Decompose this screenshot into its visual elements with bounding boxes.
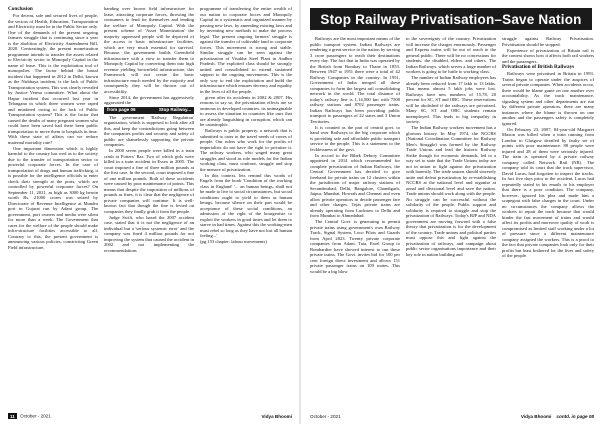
article-title: Stop Railway Privatisation–Save Nation: [320, 11, 582, 27]
paragraph: to the sovereignty of the country. Privatization will increase the charges enormously. Passenger and Express trains will be out of reach to the general public. There will be no concessions for students, the disabled, elders, and others. The Indian Railways, which serves a large number of workers is going to be futile to working class.: [406, 36, 496, 74]
paragraph: For decent, safe and secured lives of people, the sectors of Health, Education, Transportation and Electricity must be in the Public Sector only. One of the demands of the present ongoing farmers struggle that is continuing since a year is the abolition of Electricity Amendment Bill, 2020. Contrastingly, the present monetization programme intends to transfer the assets related to Electricity sector to Monopoly Capital in the name of lease. This is the exploitation tool of monopolies. The factor behind the brutal incident that happened in 2012 in Delhi, known as the Nirbhaya incident, is the lack of Public Transportation system. This was clearly revealed by Justice Verma committee. What about the Hapur incident that occurred last year in Telangana in which three women were raped and murdered owing to the lack of Public Transportation system? This is the factor that caused the deaths of many pregnant women who could have been saved had there been public transportation to move them to hospitals in time. With these state of affairs can we reduce maternal mortality rate?: [8, 13, 98, 145]
continued-note: contd. in page 08: [556, 413, 594, 419]
continuation-banner: [104, 107, 194, 114]
right-footer: [310, 412, 594, 420]
paragraph: Since 2014, the government has aggressively aggravated the: [104, 94, 194, 106]
magazine-name: Vidya Bhoomi: [261, 413, 292, 419]
from-page-label: from page 06: [107, 107, 136, 113]
paragraph: In accord to the Bibek Debroy Committee appointed in 2014 which recommended for complete privatization of Indian Railways, the Central Government has decided to give freehand for private trains on 12 clusters within the jurisdiction of major railway stations of Secunderabad, Delhi, Bangalore, Chandigarh, Jaipur, Mumbai, Howrah and Chennai and even allow private operators to decide passenger fare and other charges. Tejas private trains are already operating from Lucknow to Delhi and from Mumbai to Ahmedabad.: [310, 152, 400, 219]
issue-date: October - 2021: [310, 413, 341, 419]
right-column-3: [502, 36, 594, 259]
paragraph: The government 'Railway Regulation' organisation, which is supposed to look after all this, and keep the contradictions going between the companies profits and security and safety of public are shamelessly supporting the private companies.: [104, 114, 194, 148]
paragraph: Experience of privatization of Britain rail is the context shows how it affects both rail workers and the passengers.: [502, 47, 594, 64]
magazine-name: Vidya Bhoomi: [520, 413, 552, 419]
paragraph: In 2000 seven people were killed in a train crash at Potters' Bar. Two of which girls were killed in a train accident in Essex in 2005. The court imposed a fine of three million pounds at the first case. In the second, court imposed a fine of one million pounds. Both of these accidents were caused by poor maintenance of points. This means that despite the imposition of millions of pounds as fines, it is clear that the negligence of private companies will continue. It is well-known fact that though the fine is levied on companies they finally grab it from the people.: [104, 148, 194, 214]
paragraph: One important dimension which is highly harmful to the country has wed as to the society due to the transfer of transportation sector to powerful corporate forces. In the case of transportation of drugs and human trafficking, it is possible for the intelligence officials to enter check their strength at the ports, which are controlled by powerful corporate forces? On September 11, 2021, as high as 3000 kg heroin worth Rs. 21000 crores was seized by Directorate of Revenue Intelligence at Mundra port in Gujarat run by Adani group. The government, port owners and media were silent for more than a week. The Government that cares for the welfare of the people should make infra-structure facilities accessible to all. Contrary to this, the present government is announcing various policies, constricting Green Field infrastructure,: [8, 145, 98, 250]
left-column-2: [104, 6, 194, 254]
paragraph: The Indian Railway workers movement has a glorious history. In May 1974, the NCCRS (National Coordination Committee for Railway Men's Struggle) was formed by the Railway Trade Unions and lead the historic Railway Strike though for economic demands, led to a way set to state that the Trade Unions today are not in union to fight against the privatization with honestly. The trade unions should sincerely unite and defeat privatization by re-establishing NCCRS at the national level and organise at zonal and divisional level and save the nation. Trade unions should work along with the people. No struggle can be successful without the solidarity of the people. Public support and solidarity is required to struggle and stop the privatization of Railways. Today's BJP and NDA government are moving forward with a false theory that privatization is for the development of the country. Trade unions and political parties must oppose this and fight against the privatization of railways, and campaign about public sector organisations importance and their key role in nation building and: [406, 125, 496, 257]
paragraph: handing over brown field infrastructure for lease, attracting corporate forces, throwing the consumers to fend for themselves and tending the welfare of Monopoly Capital. With the present scheme of 'Asset Monetization' the majority oppressed people will be deprived of the access to basic infrastructure facilities, which are very much essential for survival. Because, the government builds Greenfield infrastructure with a view to transfer them to Monopoly Capital by converting them into high revenue yielding brownfield infrastructure, this Framework will not create the basic infrastructure much needed by the majority and consequently they will be thrown out of accessibility.: [104, 6, 194, 94]
paragraph: Railways were privatised in Britain in 1993. Trains began to operate under the auspices of several private companies. When accidents occur, there would be blame game on one another over accountability. As the track maintenance, signaling system and other departments are run by different private operators, there are many instances where the blame is thrown on one another and the passengers safety is completely ignored.: [502, 71, 594, 126]
left-column-3: [200, 6, 292, 245]
paragraph: The Central Govt. is generating to permit private trains using government's own Railway Track, Signal System, Loco Pilots and Guards from April 2023. Twenty private corporate companies from Adani, Tata, Essel Group to Bombardier have showed interest to run these private trains. The Govt. invites bid for 100 per cent foreign direct investment and allows 151 private passenger trains on 109 routes. This would be a big blow: [310, 219, 400, 274]
paragraph: In this context, lets remind this words of Engels from the book 'Condition of the working class in England' '... an human beings, shall not be made to live to social circumstances, but social conditions ought to yield to them as human beings, because silence on their part would be acceptance of these social conditions, an admission of the right of the bourgeoisie to exploit the workers in good times and let them to starve in bad times. Against this the working-men must rebel so long as they have not lost all human feeling...': [200, 172, 292, 239]
right-column-1: [310, 36, 400, 275]
paragraph: Judge Swift, who heard the 2007 accident case, stated that it is not the negligence of an individual but a 'serious systemic error' and the company was fined 4 million pounds for not improving the system that caused the accident in 2002 and not implementing the recommendations: [104, 214, 194, 253]
footer-right-group: [521, 414, 594, 419]
page-number: 11: [10, 413, 15, 419]
paragraph: Railways are the most important means of the public transport system. Indian Railways are rendering a great service to the nation by serving 3 crore passengers to reach their destinations every day. The fact that in India was operated by the British from Bombay to Thane in 1853. Between 1947 to 1951 there were a total of 42 Railway Companies in the country. In 1951, Government of India merged all these companies to form the largest rail consolidating network in the world. The total distance of today's railway line is 1,14,500 km with 7500 railway stations and 8702 passenger trains. Indian Railways has been providing public transport to passengers of 22 states and 3 Union Territories.: [310, 36, 400, 124]
continued-title: Stop Railway...: [158, 107, 191, 113]
issue-date: October - 2021: [20, 413, 51, 419]
conclusion-heading: Conclusion: [8, 6, 33, 12]
paragraph: given after its accidents in 2002 & 2007. His reasons to say so, the privatization effects are so ominous in developed countries, its unimaginable to assess the situation in countries like ours that are already languishing in corruption, which can be catastrophic.: [200, 94, 292, 128]
right-column-2: [406, 36, 496, 258]
paragraph: The number of Indian Railway employees has already been reduced from 17 lakh to 13 lakhs. That means almost 5 lakh jobs were lost. Railways have new numbers of 15,78, 20 percent for SC, ST and OBC. These reservations will be abolished if the railways are privatized. Many SC, ST and OBC students remain unemployed. This leads to big inequality in society.: [406, 75, 496, 125]
left-footer: [8, 412, 292, 420]
footer-left-group: [8, 413, 51, 419]
footnote: (pg 153 chapter: labour movements): [200, 239, 267, 245]
paragraph: On February 23, 2007, 84-year-old Margaret Maxon was killed when a train running from London to Glasgow derailed by faulty set of points with poor maintenance. 88 people were injured and 28 of them were seriously injured. The train is operated by a private railway company called Network Rail (NR). The company told its court that the track supervisor, David Lucas, had forgotten to inspect the tracks. In fact five days prior to the accident, Lucas had repeatedly stated in his emails to his employer that there is a poor condition. The company, however, ignored his plea and made him a scapegoat with false charges in the court. Under no circumstances the company allows the workers to repair the track because that would hinder the fast movement of trains and would affect its profits and moreover quality of work is compromised as limited staff working under a lot of pressure since a different maintenance company assigned the workers. This is a proof to the fact that private companies look only for their profits but least bothered for the lives and safety of the people.: [502, 126, 594, 259]
article-title-banner: [310, 8, 592, 30]
paragraph: Railways is public property, a network that is submitted to cater to the travel needs of crores of people. Our rulers who work for the profits of imperialists do not have the right to privatize it. The railway workers, who waged many great struggles and stood as role models for the Indian working class, must confront, struggle and stop the menace of privatization.: [200, 128, 292, 172]
paragraph: It is counted as the part of central govt. to hand over Railways to the big corporate which is providing safe and affordable public transport service to the people. This is a statement to the fecklessness of the govt.: [310, 124, 400, 152]
paragraph: struggle against Railway Privatisation. Privatisation should be stopped.: [502, 36, 594, 47]
left-column-1: [8, 6, 98, 251]
paragraph: programme of transferring the entire wealth of our nation to corporate forces and Monopoly Capital in a systematic and organized manner by passing new laws, by amending existing laws and by inventing new methods to make the process legal. The present ongoing farmers' struggle is against the transfer of cultivable land to corporate forces. This movement is strong and stable. Similar struggle can be seen against the privatization of Visakha Steel Plant in Andhra Pradesh. The exploited class should be strongly united and consolidated to extend sustained support to the ongoing movements. This is the only way to end the exploitation and build the infrastructure which ensures decency and equality in the lives of all the people.: [200, 6, 292, 94]
right-page: [300, 0, 600, 424]
section-heading: Privatisation of British Railways: [502, 64, 575, 71]
